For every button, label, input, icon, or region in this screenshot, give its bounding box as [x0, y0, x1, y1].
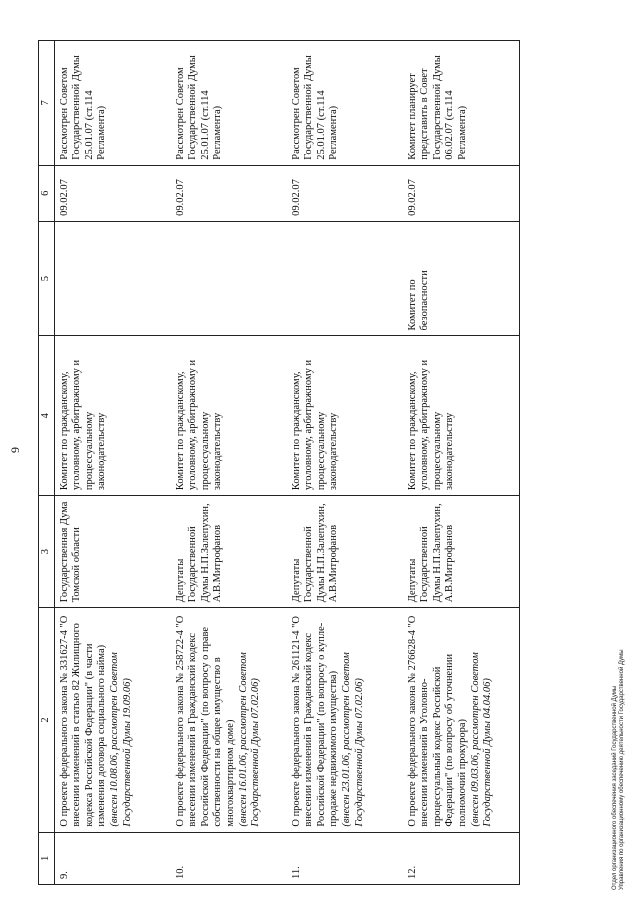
bill-title: О проекте федерального закона № 258722-4 "О внесении изменений в Гражданский кодекс Российской Федерации" (по вопросу о праве собственности на общее имущество в многоквартирном доме) [174, 615, 236, 827]
footer-line: Отдел организационного обеспечения заседаний Государственной Думы [612, 685, 618, 890]
co-committee [171, 221, 287, 336]
bill-note: (внесен 09.03.06, рассмотрен Советом Государственной Думы 04.04.06) [469, 652, 494, 827]
date: 09.02.07 [287, 165, 403, 221]
bill-title: О проекте федерального закона № 276628-4 "О внесении изменений в Уголовно-процессуальный кодекс Российской Федерации" (по вопросу об уточнении полномочий прокурора) [406, 615, 468, 827]
row-number: 11. [287, 832, 403, 884]
table-row [287, 41, 403, 885]
bill-title-cell [403, 608, 520, 832]
responsible-committee: Комитет по гражданскому, уголовному, арбитражному и процессуальному законодательству [54, 336, 171, 496]
column-number: 7 [39, 41, 55, 166]
status: Рассмотрен Советом Государственной Думы 25.01.07 (ст.114 Регламента) [287, 41, 403, 166]
row-number: 9. [54, 832, 171, 884]
status: Рассмотрен Советом Государственной Думы 25.01.07 (ст.114 Регламента) [54, 41, 171, 166]
initiator: Государственная Дума Томской области [54, 496, 171, 608]
responsible-committee: Комитет по гражданскому, уголовному, арбитражному и процессуальному законодательству [403, 336, 520, 496]
bill-title: О проекте федерального закона № 331627-4 "О внесении изменений в статью 82 Жилищного кодекса Российской Федерации" (в части изменения договора социального найма) [58, 615, 108, 827]
table-row [54, 41, 171, 885]
bills-table [38, 40, 520, 885]
date: 09.02.07 [54, 165, 171, 221]
responsible-committee: Комитет по гражданскому, уголовному, арбитражному и процессуальному законодательству [171, 336, 287, 496]
bill-title-cell [54, 608, 171, 832]
responsible-committee: Комитет по гражданскому, уголовному, арбитражному и процессуальному законодательству [287, 336, 403, 496]
row-number: 10. [171, 832, 287, 884]
footer [612, 649, 626, 890]
initiator: Депутаты Государственной Думы Н.П.Залепухин, А.В.Митрофанов [403, 496, 520, 608]
table-row [171, 41, 287, 885]
bill-note: (внесен 16.01.06, рассмотрен Советом Государственной Думы 07.02.06) [237, 652, 262, 827]
initiator: Депутаты Государственной Думы Н.П.Залепухин, А.В.Митрофанов [287, 496, 403, 608]
column-number-row [39, 41, 55, 885]
column-number: 5 [39, 221, 55, 336]
row-number: 12. [403, 832, 520, 884]
page-number: 9 [8, 447, 22, 453]
date: 09.02.07 [171, 165, 287, 221]
column-number: 3 [39, 496, 55, 608]
footer-line: Управления по организационному обеспечению деятельности Государственной Думы [619, 649, 625, 890]
co-committee: Комитет по безопасности [403, 221, 520, 336]
bill-title-cell [287, 608, 403, 832]
bill-note: (внесен 10.08.06, рассмотрен Советом Государственной Думы 19.09.06) [108, 652, 133, 827]
bill-title-cell [171, 608, 287, 832]
column-number: 4 [39, 336, 55, 496]
table-row [403, 41, 520, 885]
status: Комитет планирует представить в Совет Государственной Думы 06.02.07 (ст.114 Регламента) [403, 41, 520, 166]
column-number: 2 [39, 608, 55, 832]
bill-title: О проекте федерального закона № 261121-4 "О внесении изменений в Гражданский кодекс Российской Федерации" (по вопросу о купле-продаже недвижимого имущества) [290, 616, 340, 827]
bill-note: (внесен 23.01.06, рассмотрен Советом Государственной Думы 07.02.06) [340, 652, 365, 827]
co-committee [54, 221, 171, 336]
co-committee [287, 221, 403, 336]
date: 09.02.07 [403, 165, 520, 221]
status: Рассмотрен Советом Государственной Думы 25.01.07 (ст.114 Регламента) [171, 41, 287, 166]
initiator: Депутаты Государственной Думы Н.П.Залепухин, А.В.Митрофанов [171, 496, 287, 608]
column-number: 6 [39, 165, 55, 221]
column-number: 1 [39, 832, 55, 884]
